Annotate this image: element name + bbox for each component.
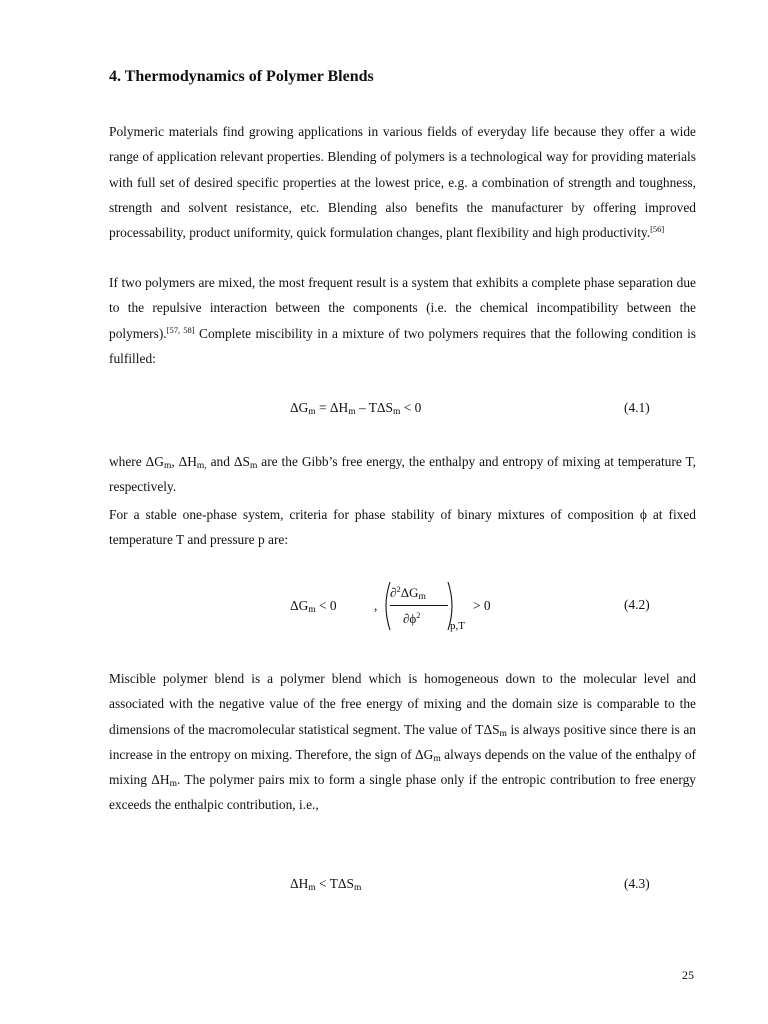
eq1-mid-1: = ΔH xyxy=(315,400,349,415)
eq2-num-sup: 2 xyxy=(396,584,401,594)
eq2-comma: , xyxy=(374,598,378,613)
eq3-h: ΔH xyxy=(290,876,309,891)
para3-s3: m xyxy=(249,461,258,471)
section-heading: 4. Thermodynamics of Polymer Blends xyxy=(109,68,374,85)
eq1-sub-3: m xyxy=(393,407,401,417)
eq2-den-partial: ∂ϕ xyxy=(403,611,417,626)
eq2-num-sub: m xyxy=(418,592,426,602)
paragraph-stability: For a stable one-phase system, criteria for phase stability of binary mixtures of composition ϕ at fixed temperature T and pressure p are: xyxy=(109,507,696,548)
para5-s2: m xyxy=(433,753,441,764)
paragraph-miscible-blend xyxy=(109,666,696,818)
para5-t3: always depends on the value of the enthalpy of mixing ΔH xyxy=(109,746,696,788)
equation-4-3 xyxy=(290,876,361,892)
para5-t2: is always positive since there is an increase in the entropy on mixing. Therefore, the sign of ΔG xyxy=(109,721,696,762)
equation-4-1 xyxy=(290,400,421,416)
eq2-den-sup: 2 xyxy=(416,610,421,620)
eq2-rhs: > 0 xyxy=(473,598,491,613)
eq1-g: ΔG xyxy=(290,400,309,415)
eq1-end: < 0 xyxy=(400,400,422,415)
eq3-sub-1: m xyxy=(308,883,316,893)
para3-t3: and ΔS xyxy=(206,454,250,469)
equation-number-4-2: (4.2) xyxy=(624,597,650,612)
eq2-lhs xyxy=(290,598,337,614)
para3-s1: m xyxy=(163,461,172,471)
para3-t2: , ΔH xyxy=(171,454,197,469)
eq2-subscript-pt: p,T xyxy=(450,620,465,632)
eq1-mid-2: – TΔS xyxy=(355,400,393,415)
equation-4-2 xyxy=(290,580,510,640)
equation-number-4-1: (4.1) xyxy=(624,400,650,415)
para5-s1: m xyxy=(499,728,507,739)
page-number: 25 xyxy=(682,968,694,982)
paragraph-intro-text: Polymeric materials find growing applications in various fields of everyday life because they offer a wide range of application relevant properties. Blending of polymers is a technological way for providing materials with full set of desired specific properties at the lowest price, e.g. a combination of strength and toughness, strength and solvent resistance, etc. Blending also benefits the manufacturer by offering improved processability, product uniformity, quick formulation changes, plant flexibility and high productivity. xyxy=(109,124,696,241)
paragraph-miscibility xyxy=(109,270,696,371)
paragraph-miscibility-text-a: If two polymers are mixed, the most frequent result is a system that exhibits a complete phase separation due to the repulsive interaction between the components (i.e. the chemical incompatibility between the polymers). xyxy=(109,275,696,341)
eq2-num-g: ΔG xyxy=(400,585,419,600)
eq1-sub-2: m xyxy=(348,407,356,417)
para3-t1: where ΔG xyxy=(109,454,164,469)
para3-s2: m, xyxy=(196,461,207,471)
para3-t4: are the Gibb’s free energy, the enthalpy and entropy of mixing at temperature T, respectively. xyxy=(109,454,697,495)
paragraph-miscibility-text-b: Complete miscibility in a mixture of two polymers requires that the following condition is fulfilled: xyxy=(109,325,696,366)
paragraph-definitions xyxy=(109,449,696,500)
eq2-fraction-bar xyxy=(390,605,448,606)
equation-number-4-3: (4.3) xyxy=(624,876,650,891)
eq2-denominator xyxy=(403,611,421,627)
paragraph-intro xyxy=(109,119,696,245)
para5-t1: Miscible polymer blend is a polymer blend which is homogeneous down to the molecular level and associated with the negative value of the free energy of mixing and the domain size is comparable to the dimensions of the macromolecular statistical segment. The value of TΔS xyxy=(109,671,696,737)
eq2-numerator xyxy=(390,585,426,601)
eq1-sub-1: m xyxy=(308,407,316,417)
eq2-lhs-sub: m xyxy=(308,605,316,615)
eq2-lhs-g: ΔG xyxy=(290,598,309,613)
eq2-lhs-rest: < 0 xyxy=(315,598,337,613)
eq2-num-partial: ∂ xyxy=(390,585,397,600)
citation-57-58: [57, 58] xyxy=(166,324,195,335)
eq3-sub-2: m xyxy=(353,883,362,893)
eq3-mid: < TΔS xyxy=(315,876,354,891)
citation-56: [56] xyxy=(650,224,665,235)
para5-s3: m xyxy=(169,779,177,790)
para5-t4: . The polymer pairs mix to form a single phase only if the entropic contribution to free energy exceeds the enthalpic contribution, i.e., xyxy=(109,772,696,813)
